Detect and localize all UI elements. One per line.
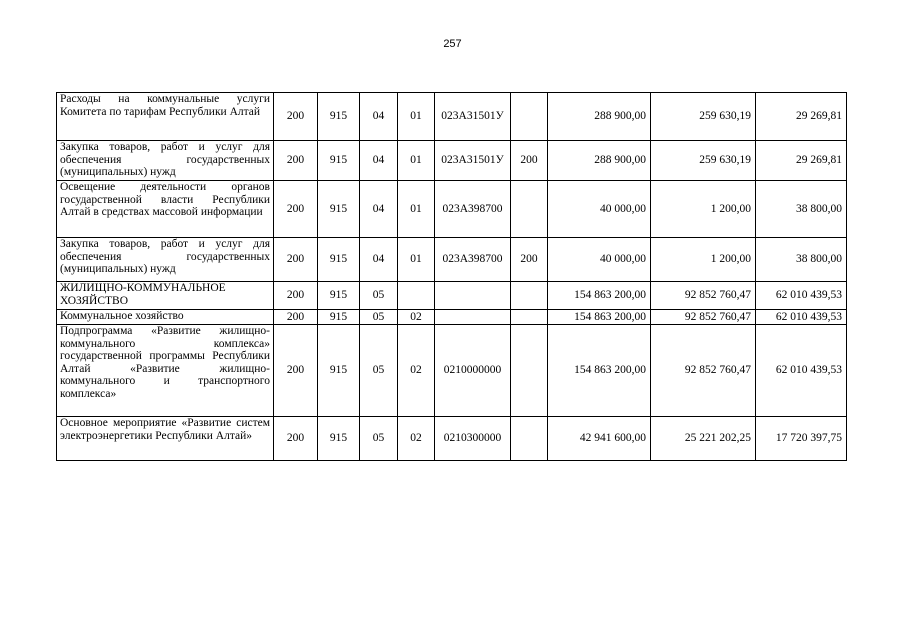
cell-code-1: 200 (274, 325, 318, 417)
cell-target-code (435, 282, 511, 310)
cell-section: 04 (360, 238, 398, 282)
cell-code-1: 200 (274, 93, 318, 141)
cell-rest: 38 800,00 (756, 181, 847, 238)
cell-subsection: 02 (398, 310, 435, 325)
cell-plan: 288 900,00 (548, 93, 651, 141)
row-name: Подпрограмма «Развитие жилищно-коммунального комплекса» государственной программы Республики Алтай «Развитие жилищно-коммунального и транспортного комплекса» (57, 325, 274, 417)
cell-section: 04 (360, 93, 398, 141)
cell-code-2: 915 (318, 282, 360, 310)
cell-subsection: 01 (398, 181, 435, 238)
row-name: Освещение деятельности органов государственной власти Республики Алтай в средствах массовой информации (57, 181, 274, 238)
cell-target-code (435, 310, 511, 325)
cell-rest: 62 010 439,53 (756, 325, 847, 417)
cell-rest: 62 010 439,53 (756, 282, 847, 310)
cell-expense-type (511, 282, 548, 310)
cell-expense-type (511, 181, 548, 238)
cell-code-2: 915 (318, 325, 360, 417)
cell-plan: 40 000,00 (548, 238, 651, 282)
cell-code-1: 200 (274, 238, 318, 282)
cell-rest: 29 269,81 (756, 93, 847, 141)
cell-subsection: 02 (398, 417, 435, 461)
cell-plan: 154 863 200,00 (548, 325, 651, 417)
cell-code-2: 915 (318, 310, 360, 325)
cell-fact: 1 200,00 (651, 181, 756, 238)
cell-code-1: 200 (274, 310, 318, 325)
cell-section: 05 (360, 282, 398, 310)
cell-plan: 40 000,00 (548, 181, 651, 238)
table-row (57, 181, 847, 238)
cell-rest: 38 800,00 (756, 238, 847, 282)
cell-subsection: 01 (398, 238, 435, 282)
cell-rest: 17 720 397,75 (756, 417, 847, 461)
cell-code-2: 915 (318, 93, 360, 141)
cell-expense-type: 200 (511, 238, 548, 282)
cell-code-2: 915 (318, 141, 360, 181)
cell-fact: 25 221 202,25 (651, 417, 756, 461)
cell-target-code: 023А398700 (435, 181, 511, 238)
cell-plan: 42 941 600,00 (548, 417, 651, 461)
cell-expense-type (511, 310, 548, 325)
cell-target-code: 0210000000 (435, 325, 511, 417)
cell-fact: 1 200,00 (651, 238, 756, 282)
row-name: ЖИЛИЩНО-КОММУНАЛЬНОЕ ХОЗЯЙСТВО (57, 282, 274, 310)
cell-code-1: 200 (274, 141, 318, 181)
cell-fact: 92 852 760,47 (651, 325, 756, 417)
cell-code-1: 200 (274, 181, 318, 238)
page-number: 257 (443, 38, 462, 50)
cell-expense-type (511, 93, 548, 141)
cell-section: 05 (360, 417, 398, 461)
cell-target-code: 023А31501У (435, 93, 511, 141)
cell-fact: 92 852 760,47 (651, 310, 756, 325)
cell-plan: 154 863 200,00 (548, 282, 651, 310)
row-name: Коммунальное хозяйство (57, 310, 274, 325)
table-row (57, 141, 847, 181)
table-row (57, 93, 847, 141)
table-row (57, 325, 847, 417)
cell-code-1: 200 (274, 282, 318, 310)
cell-expense-type (511, 325, 548, 417)
table-row (57, 282, 847, 310)
row-name: Закупка товаров, работ и услуг для обеспечения государственных (муниципальных) нужд (57, 141, 274, 181)
row-name: Закупка товаров, работ и услуг для обеспечения государственных (муниципальных) нужд (57, 238, 274, 282)
cell-target-code: 0210300000 (435, 417, 511, 461)
cell-subsection: 01 (398, 141, 435, 181)
cell-subsection: 01 (398, 93, 435, 141)
cell-section: 04 (360, 141, 398, 181)
cell-section: 05 (360, 310, 398, 325)
cell-plan: 154 863 200,00 (548, 310, 651, 325)
cell-expense-type: 200 (511, 141, 548, 181)
cell-rest: 29 269,81 (756, 141, 847, 181)
cell-code-1: 200 (274, 417, 318, 461)
cell-code-2: 915 (318, 181, 360, 238)
cell-subsection: 02 (398, 325, 435, 417)
row-name: Основное мероприятие «Развитие систем электроэнергетики Республики Алтай» (57, 417, 274, 461)
cell-plan: 288 900,00 (548, 141, 651, 181)
cell-target-code: 023А31501У (435, 141, 511, 181)
table-row (57, 417, 847, 461)
table-row (57, 238, 847, 282)
cell-section: 04 (360, 181, 398, 238)
cell-target-code: 023А398700 (435, 238, 511, 282)
cell-code-2: 915 (318, 238, 360, 282)
cell-fact: 92 852 760,47 (651, 282, 756, 310)
cell-fact: 259 630,19 (651, 93, 756, 141)
cell-fact: 259 630,19 (651, 141, 756, 181)
cell-rest: 62 010 439,53 (756, 310, 847, 325)
cell-subsection (398, 282, 435, 310)
cell-expense-type (511, 417, 548, 461)
table-row (57, 310, 847, 325)
cell-section: 05 (360, 325, 398, 417)
cell-code-2: 915 (318, 417, 360, 461)
budget-table (56, 92, 847, 461)
row-name: Расходы на коммунальные услуги Комитета по тарифам Республики Алтай (57, 93, 274, 141)
